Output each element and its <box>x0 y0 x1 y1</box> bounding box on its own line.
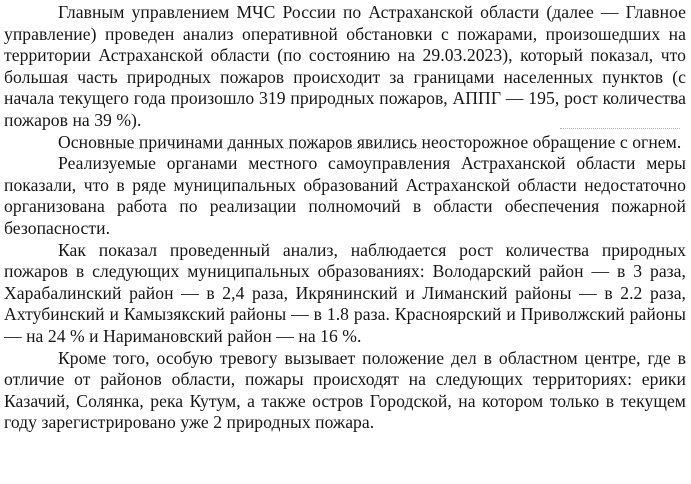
paragraph-local-authorities: Реализуемые органами местного самоуправления Астраханской области меры показали, что в ряде муниципальных образований Астраханской области недостаточно организована работа по реализации полномочий в области обеспечения пожарной безопасности. <box>4 153 686 238</box>
paragraph-analysis-summary: Главным управлением МЧС России по Астраханской области (далее — Главное управление) проведен анализ оперативной обстановки с пожарами, произошедших на территории Астраханской области (по состоянию на 29.03.2023), который показал, что большая часть природных пожаров происходит за границами населенных пунктов (с начала текущего года произошло 319 природных пожаров, АППГ — 195, рост количества пожаров на 39 %). <box>4 2 686 130</box>
scan-artifact-dots <box>100 148 430 150</box>
paragraph-fire-causes: Основные причинами данных пожаров явились неосторожное обращение с огнем. <box>58 131 682 152</box>
document-page <box>4 2 686 434</box>
scan-artifact-dots-right <box>560 128 680 130</box>
paragraph-regional-center: Кроме того, особую тревогу вызывает положение дел в областном центре, где в отличие от районов области, пожары происходят на следующих территориях: ерики Казачий, Солянка, река Кутум, а также остров Городской, на котором только в текущем году зарегистрировано уже 2 природных пожара. <box>4 347 686 433</box>
paragraph-district-growth: Как показал проведенный анализ, наблюдается рост количества природных пожаров в следующих муниципальных образованиях: Володарский район — в 3 раза, Харабалинский район — в 2,4 раза, Икрянинский и Лиманский районы — в 2.2 раза, Ахтубинский и Камызякский районы — в 1.8 раза. Красноярский и Приволжский районы — на 24 % и Наримановский район — на 16 %. <box>4 239 686 346</box>
